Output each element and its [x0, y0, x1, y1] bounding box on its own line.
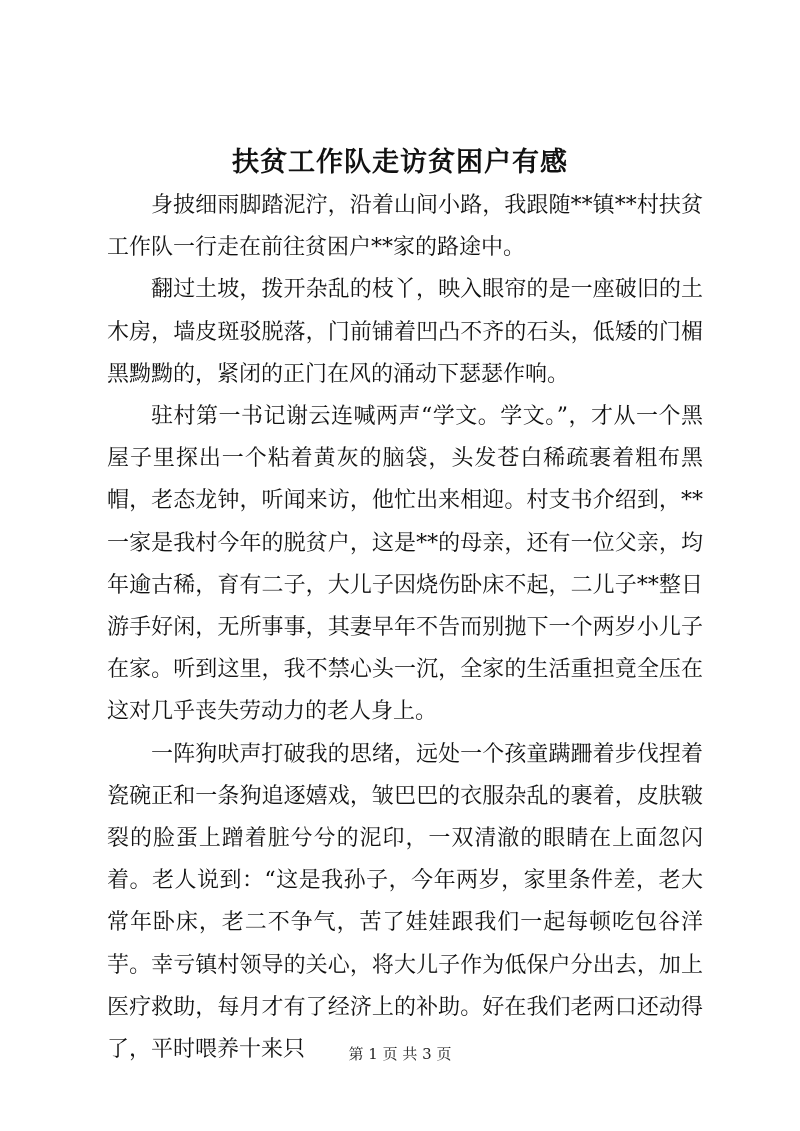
paragraph: 驻村第一书记谢云连喊两声“学文。学文。”，才从一个黑屋子里探出一个粘着黄灰的脑袋，头发苍白稀疏裹着粗布黑帽，老态龙钟，听闻来访，他忙出来相迎。村支书介绍到，**一家是我村今年的脱贫户，这是**的母亲，还有一位父亲，均年逾古稀，育有二子，大儿子因烧伤卧床不起，二儿子**整日游手好闲，无所事事，其妻早年不告而别抛下一个两岁小儿子在家。听到这里，我不禁心头一沉，全家的生活重担竟全压在这对几乎丧失劳动力的老人身上。 — [107, 404, 703, 725]
document-title: 扶贫工作队走访贫困户有感 — [232, 147, 568, 178]
page-footer: 第 1 页 共 3 页 — [348, 1045, 452, 1063]
paragraph: 身披细雨脚踏泥泞，沿着山间小路，我跟随**镇**村扶贫工作队一行走在前往贫困户**家的路途中。 — [107, 193, 703, 261]
document-body — [107, 185, 703, 1071]
paragraph: 一阵狗吠声打破我的思绪，远处一个孩童蹒跚着步伐捏着瓷碗正和一条狗追逐嬉戏，皱巴巴的衣服杂乱的裹着，皮肤皲裂的脸蛋上蹭着脏兮兮的泥印，一双清澈的眼睛在上面忽闪着。老人说到：“这是我孙子，今年两岁，家里条件差，老大常年卧床，老二不争气，苦了娃娃跟我们一起每顿吃包谷洋芋。幸亏镇村领导的关心，将大儿子作为低保户分出去，加上医疗救助，每月才有了经济上的补助。好在我们老两口还动得了，平时喂养十来只 — [107, 741, 703, 1063]
paragraph: 翻过土坡，拨开杂乱的枝丫，映入眼帘的是一座破旧的土木房，墙皮斑驳脱落，门前铺着凹凸不齐的石头，低矮的门楣黑黝黝的，紧闭的正门在风的涌动下瑟瑟作响。 — [107, 277, 703, 387]
